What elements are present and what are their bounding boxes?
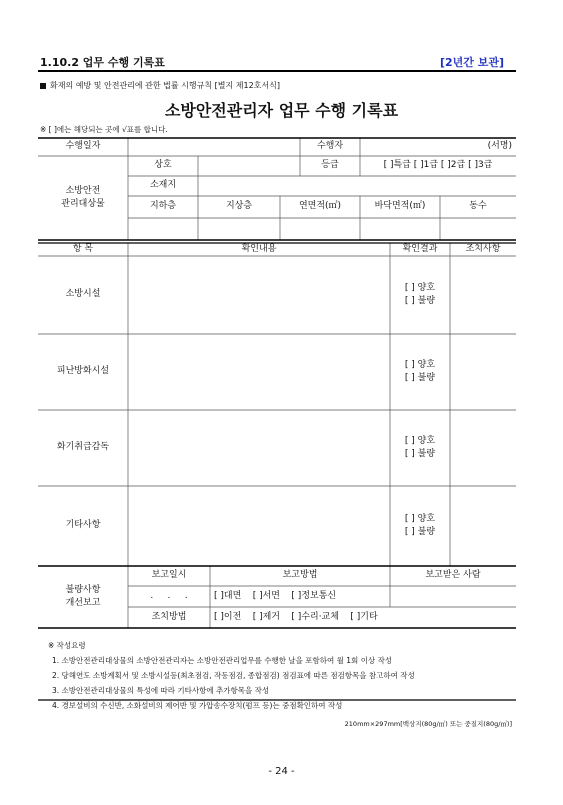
evacuation-facilities-label: 피난방화시설 [56, 366, 110, 377]
page-number: - 24 - [268, 766, 295, 777]
report-date-field[interactable]: . . . [150, 590, 188, 601]
bad-checkbox[interactable]: [ ] 불량 [404, 373, 436, 383]
report-method-label: 보고방법 [282, 570, 318, 581]
result-checkboxes[interactable] [390, 256, 450, 334]
good-checkbox[interactable]: [ ] 양호 [404, 513, 436, 524]
receiver-field[interactable] [390, 586, 516, 607]
fire-facilities-label: 소방시설 [65, 289, 101, 300]
form-title: 소방안전관리자 업무 수행 기록표 [164, 101, 399, 120]
grade-options[interactable]: [ ]특급 [ ]1급 [ ]2급 [ ]3급 [383, 160, 493, 171]
guide-item: 2. 당해연도 소방계획서 및 소방시설등(최초점검, 작동점검, 종합점검) 점검표에 따른 점검항목을 참고하여 작성 [52, 671, 415, 680]
result-checkboxes[interactable] [390, 334, 450, 410]
section-title: 1.10.2 업무 수행 기록표 [40, 56, 165, 69]
address-field[interactable] [198, 176, 516, 196]
bad-checkbox[interactable]: [ ] 불량 [404, 527, 436, 537]
good-checkbox[interactable]: [ ] 양호 [404, 282, 436, 293]
retention-period: [2년간 보관] [440, 56, 505, 69]
other-items-label: 기타사항 [65, 520, 101, 531]
date-label: 수행일자 [65, 141, 101, 152]
performer-label: 수행자 [316, 141, 344, 152]
defect-report-label: 불량사항 개선보고 [65, 584, 101, 608]
report-date-label: 보고일시 [151, 570, 187, 581]
result-checkboxes[interactable] [390, 410, 450, 486]
paper-size-note: 210mm×297mm[백상지(80g/㎡) 또는 중질지(80g/㎡)] [344, 720, 512, 728]
law-reference-text: 화재의 예방 및 안전관리에 관한 법률 시행규칙 [별지 제12호서식] [50, 81, 280, 90]
guide-item: 4. 경보설비의 수신반, 소화설비의 제어반 및 가압송수장치(펌프 등)는 중점확인하여 작성 [52, 701, 343, 710]
good-checkbox[interactable]: [ ] 양호 [404, 359, 436, 370]
above-ground-floors-label: 지상층 [225, 201, 253, 212]
result-checkboxes[interactable] [390, 486, 450, 566]
name-field[interactable] [198, 156, 300, 176]
bad-checkbox[interactable]: [ ] 불량 [404, 449, 436, 459]
guide-heading: ※ 작성요령 [48, 641, 86, 650]
receiver-label: 보고받은 사람 [425, 570, 481, 581]
bad-checkbox[interactable]: [ ] 불량 [404, 296, 436, 306]
action-method-label: 조치방법 [151, 611, 187, 622]
good-checkbox[interactable]: [ ] 양호 [404, 435, 436, 446]
floor-area-label: 바닥면적(㎡) [374, 201, 426, 212]
basement-floors-label: 지하층 [149, 201, 177, 212]
action-method-options[interactable]: [ ]이전 [ ]제거 [ ]수리·교체 [ ]기타 [214, 611, 378, 622]
address-label: 소재지 [149, 180, 177, 191]
check-note: ※ [ ]에는 해당되는 곳에 √표를 합니다. [40, 125, 168, 134]
fire-handling-label: 화기취급감독 [56, 442, 110, 453]
target-label: 소방안전 관리대상물 [61, 185, 105, 209]
content-header: 확인내용 [241, 243, 277, 254]
guide-item: 3. 소방안전관리대상물의 특성에 따라 기타사항에 추가항목을 작성 [52, 686, 270, 695]
action-header: 조치사항 [465, 243, 501, 254]
item-header: 항 목 [72, 243, 94, 254]
result-header: 확인결과 [402, 243, 438, 254]
grade-label: 등급 [321, 160, 339, 171]
date-field[interactable] [128, 138, 300, 156]
building-count-label: 동수 [469, 201, 487, 212]
guide-item: 1. 소방안전관리대상물의 소방안전관리자는 소방안전관리업무를 수행한 날을 포함하여 월 1회 이상 작성 [52, 656, 393, 665]
name-label: 상호 [154, 160, 172, 171]
signature-field[interactable]: (서명) [487, 141, 512, 152]
report-method-options[interactable]: [ ]대면 [ ]서면 [ ]정보통신 [214, 590, 337, 601]
total-floor-area-label: 연면적(㎡) [298, 201, 342, 212]
